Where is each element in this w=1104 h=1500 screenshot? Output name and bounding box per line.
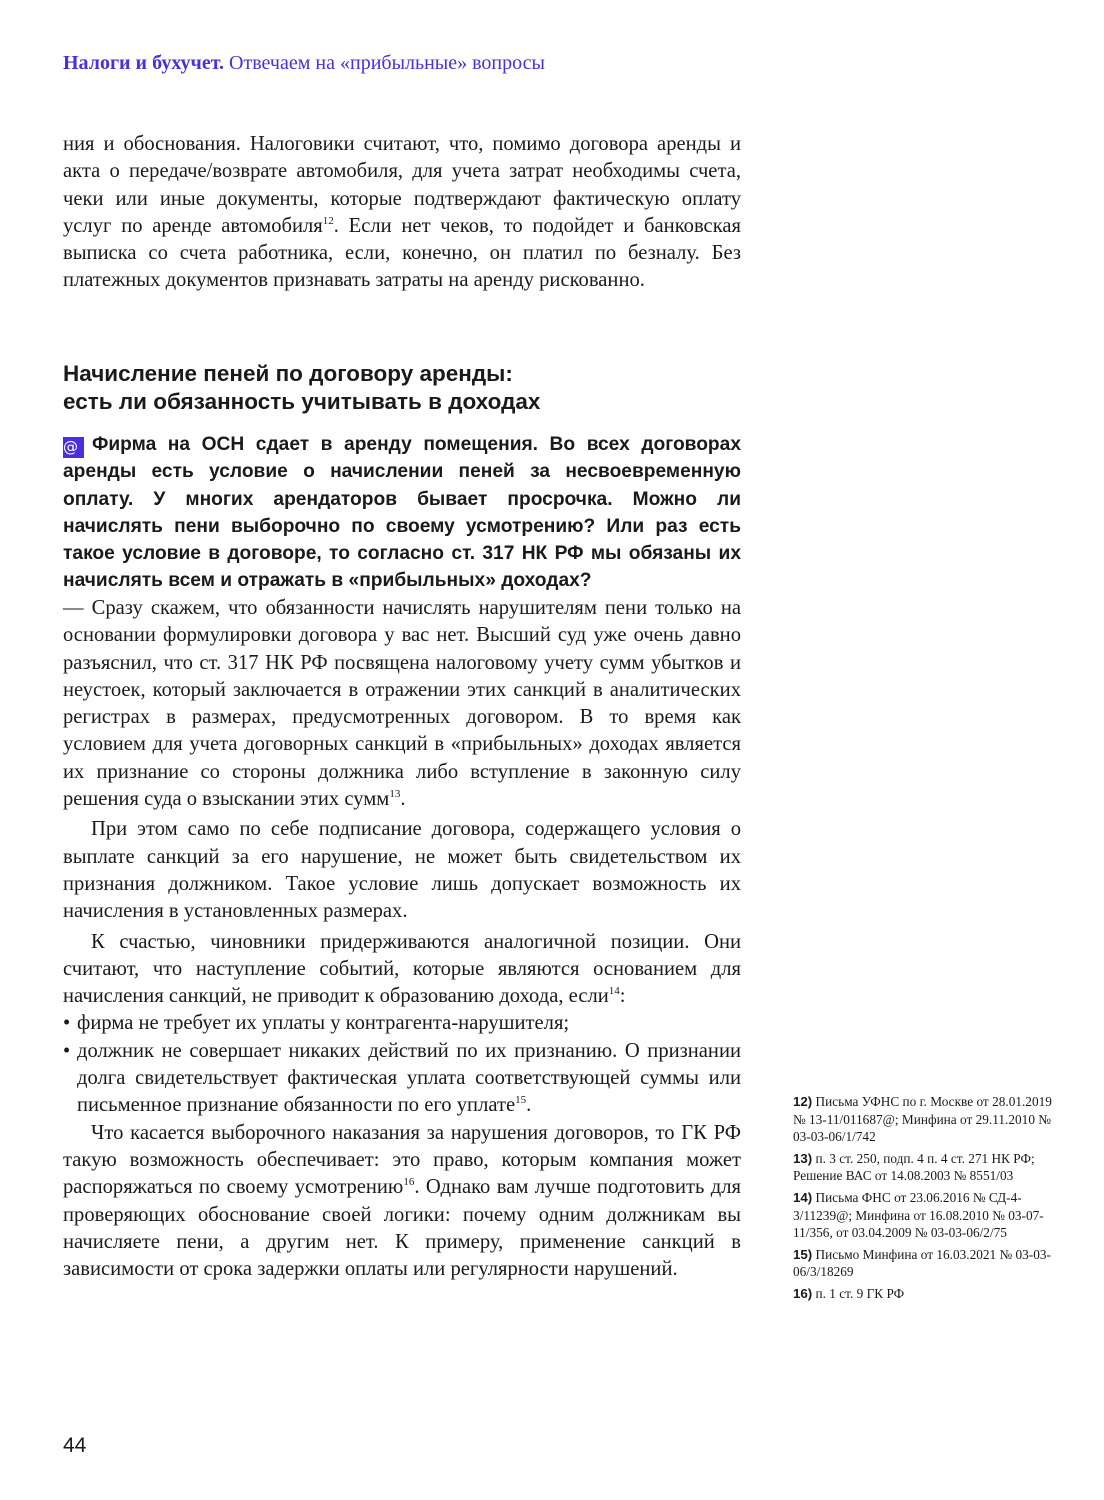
paragraph-text: ния и обоснования. Налоговики считают, что, помимо договора аренды и акта о передаче/возврате автомобиля, для учета затрат необходимы счета, чеки или иные документы, которые подтверждают фактическую оплату услуг по аренде автомобиля [63, 133, 741, 237]
answer-paragraph-4 [63, 1120, 741, 1284]
list-item [63, 1010, 741, 1037]
paragraph-text: — Сразу скажем, что обязанности начислять нарушителям пени только на основании формулировки договора у вас нет. Высший суд уже очень давно разъяснил, что ст. 317 НК РФ посвящена налоговому учету сумм убытков и неустоек, который заключается в отражении этих санкций в аналитических регистрах в размерах, предусмотренных договором. В то время как условием для учета договорных санкций в «прибыльных» доходах является их признание со стороны должника либо вступление в законную силу решения суда о взыскании этих сумм [63, 597, 741, 811]
paragraph-text: . [400, 788, 406, 811]
section-heading-line-1: Начисление пеней по договору аренды: [63, 361, 513, 386]
footnote-14 [793, 1189, 1053, 1242]
running-head-title: Отвечаем на «прибыльные» вопросы [229, 52, 545, 74]
footnote-16 [793, 1285, 1053, 1303]
footnote-12 [793, 1093, 1053, 1146]
footnote-ref[interactable]: 12 [322, 215, 334, 228]
footnote-ref[interactable]: 13 [389, 788, 401, 801]
list-item [63, 1038, 741, 1120]
footnote-ref[interactable]: 15 [515, 1094, 527, 1107]
reader-question [63, 431, 741, 595]
footnote-number: 12) [793, 1094, 813, 1109]
intro-paragraph [63, 131, 741, 295]
answer-section [63, 595, 741, 1283]
footnote-ref[interactable]: 14 [608, 985, 620, 998]
paragraph-text: . Однако вам лучше подготовить для проверяющих обоснование своей логики: почему одним должникам вы начисляете пени, а другим нет. К примеру, применение санкций в зависимости от срока задержки оплаты или регулярности нарушений. [63, 1176, 741, 1281]
section-heading-line-2: есть ли обязанность учитывать в доходах [63, 389, 541, 414]
paragraph-text: . Если нет чеков, то подойдет и банковская выписка со счета работника, если, конечно, он платил по безналу. Без платежных документов признавать затраты на аренду рискованно. [63, 214, 741, 292]
footnote-text: п. 3 ст. 250, подп. 4 п. 4 ст. 271 НК РФ; Решение ВАС от 14.08.2003 № 8551/03 [793, 1150, 1035, 1184]
footnote-number: 16) [793, 1285, 813, 1301]
footnote-text: Письма ФНС от 23.06.2016 № СД-4-3/11239@; Минфина от 16.08.2010 № 03-07-11/356, от 03.04.2009 № 03-03-06/2/75 [793, 1189, 1044, 1241]
conditions-list [63, 1010, 741, 1119]
running-head-section: Налоги и бухучет. [63, 52, 225, 74]
footnote-ref[interactable]: 16 [403, 1176, 415, 1189]
page-number: 44 [63, 1434, 87, 1457]
footnote-15 [793, 1246, 1053, 1281]
footnote-text: Письмо Минфина от 16.03.2021 № 03-03-06/3/18269 [793, 1246, 1051, 1280]
answer-paragraph-2: При этом само по себе подписание договора, содержащего условия о выплате санкций за его нарушение, не может быть свидетельством их признания должником. Такое условие лишь допускает возможность их начисления в установленных размерах. [63, 818, 741, 923]
answer-paragraph-1 [63, 595, 741, 813]
footnote-text: п. 1 ст. 9 ГК РФ [815, 1285, 905, 1301]
paragraph-text: Что касается выборочного наказания за нарушения договоров, то ГК РФ такую возможность обеспечивает: это право, которым компания может распоряжаться по своему усмотрению [63, 1121, 741, 1199]
footnote-13 [793, 1150, 1053, 1185]
footnotes [793, 1093, 1053, 1307]
at-icon: @ [63, 437, 84, 458]
paragraph-text: К счастью, чиновники придерживаются аналогичной позиции. Они считают, что наступление событий, которые являются основанием для начисления санкций, не приводит к образованию дохода, если [63, 930, 741, 1008]
running-head [63, 52, 545, 75]
answer-paragraph-3 [63, 929, 741, 1011]
list-item-text: . [526, 1094, 532, 1117]
paragraph-text: : [619, 985, 626, 1008]
footnote-number: 15) [793, 1246, 813, 1262]
footnote-number: 13) [793, 1150, 813, 1166]
section-heading [63, 360, 763, 416]
footnote-text: Письма УФНС по г. Москве от 28.01.2019 № 13-11/011687@; Минфина от 29.11.2010 № 03-03-06/1/742 [793, 1094, 1052, 1145]
intro-section [63, 131, 741, 295]
question-text: Фирма на ОСН сдает в аренду помещения. Во всех договорах аренды есть условие о начислении пеней за несвоевременную оплату. У многих арендаторов бывает просрочка. Можно ли начислять пени выборочно по своему усмотрению? Или раз есть такое условие в договоре, то согласно ст. 317 НК РФ мы обязаны их начислять всем и отражать в «прибыльных» доходах? [63, 434, 741, 592]
list-item-text: фирма не требует их уплаты у контрагента-нарушителя; [77, 1012, 570, 1035]
list-item-text: должник не совершает никаких действий по их признанию. О признании долга свидетельствует фактическая уплата соответствующей суммы или письменное признание обязанности по его уплате [77, 1039, 741, 1117]
footnote-number: 14) [793, 1189, 813, 1205]
